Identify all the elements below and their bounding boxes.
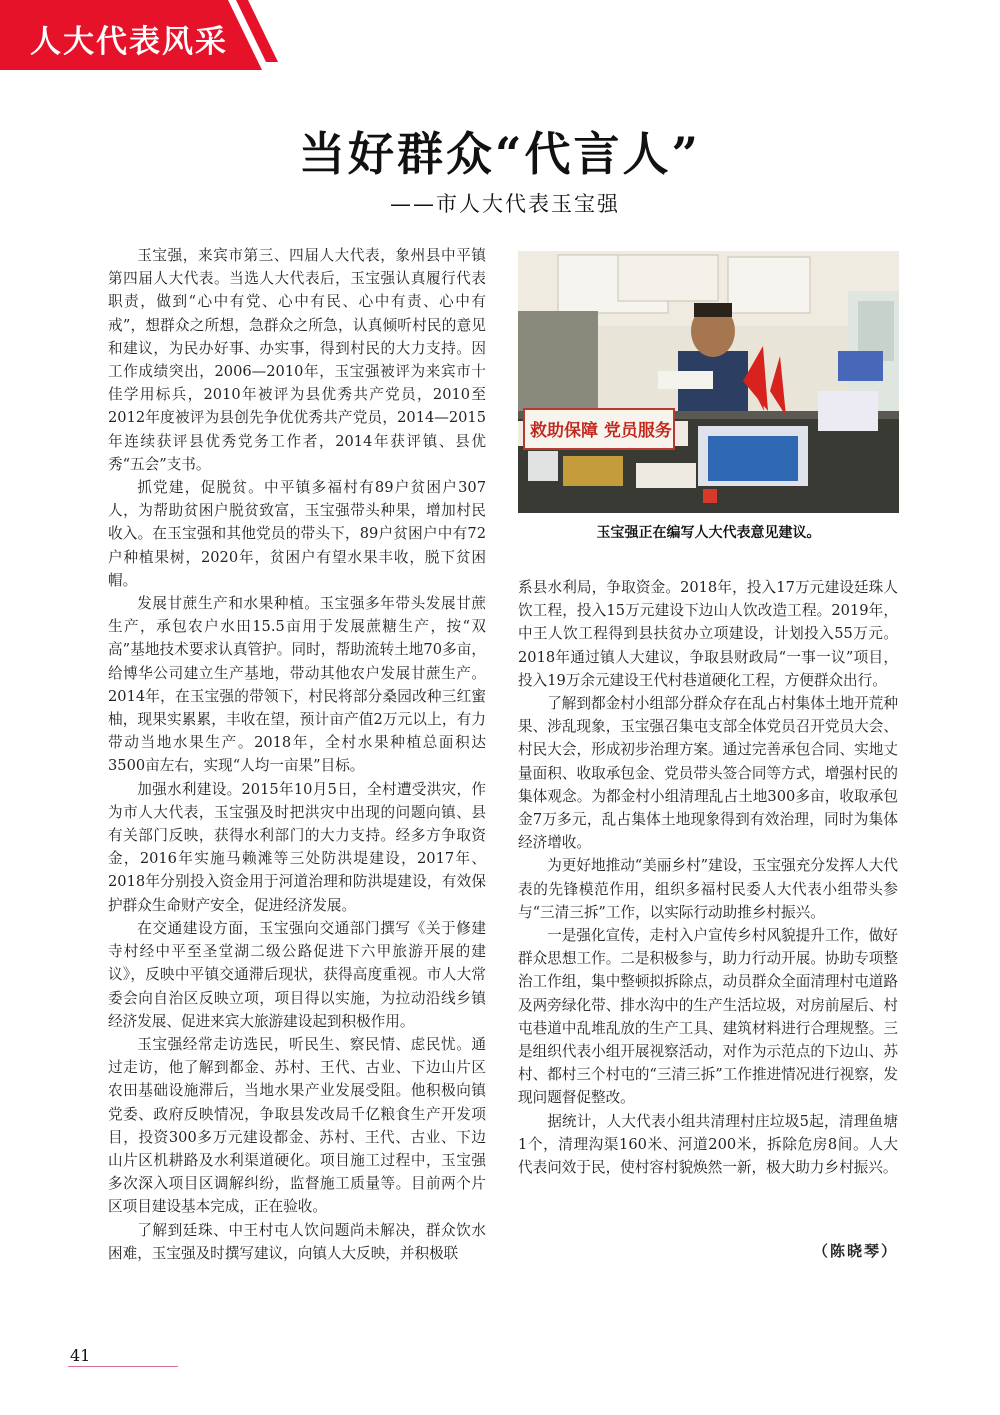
paragraph: 在交通建设方面，玉宝强向交通部门撰写《关于修建寺村经中平至圣堂湖二级公路促进下六甲旅游开展的建议》，反映中平镇交通滞后现状，获得高度重视。市人大常委会向自治区反映立项，项目得以实施，为拉动沿线乡镇经济发展、促进来宾大旅游建设起到积极作用。: [108, 919, 486, 1030]
right-column: [518, 576, 898, 1179]
article-subtitle: ——市人大代表玉宝强: [390, 192, 620, 216]
author-signature: （陈晓琴）: [812, 1242, 898, 1260]
photo-banner-text: 救助保障 党员服务: [530, 421, 672, 441]
paragraph: 抓党建，促脱贫。中平镇多福村有89户贫困户307人，为帮助贫困户脱贫致富，玉宝强带头种果，增加村民收入。在玉宝强和其他党员的带头下，89户贫困户中有72户种植果树，2020年，贫困户有望水果丰收，脱下贫困帽。: [108, 479, 486, 589]
section-banner: [0, 0, 278, 70]
paragraph: 加强水利建设。2015年10月5日，全村遭受洪灾，作为市人大代表，玉宝强及时把洪灾中出现的问题向镇、县有关部门反映，获得水利部门的大力支持。经多方争取资金，2016年实施马赖滩等三处防洪堤建设，2017年、2018年分别投入资金用于河道治理和防洪堤建设，有效保护群众生命财产安全，促进经济发展。: [108, 780, 486, 914]
page-number: 41: [70, 1346, 91, 1365]
paragraph: 据统计，人大代表小组共清理村庄垃圾5起，清理鱼塘1个，清理沟渠160米、河道200米，拆除危房8间。人大代表问效于民，使村容村貌焕然一新，极大助力乡村振兴。: [518, 1112, 898, 1177]
paragraph: 了解到都金村小组部分群众存在乱占村集体土地开荒种果、涉乱现象，玉宝强召集屯支部全体党员召开党员大会、村民大会，形成初步治理方案。通过完善承包合同、实地丈量面积、收取承包金、党员带头签合同等方式，增强村民的集体观念。为都金村小组清理乱占土地300多亩，收取承包金7万多元，乱占集体土地现象得到有效治理，同时为集体经济增收。: [518, 695, 898, 852]
paragraph: 玉宝强，来宾市第三、四届人大代表，象州县中平镇第四届人大代表。当选人大代表后，玉宝强认真履行代表职责，做到“心中有党、心中有民、心中有责、心中有戒”，想群众之所想，急群众之所急，认真倾听村民的意见和建议，为民办好事、办实事，得到村民的大力支持。因工作成绩突出，2006—2010年，玉宝强被评为来宾市十佳学用标兵，2010年被评为县优秀共产党员，2010至2012年度被评为县创先争优优秀共产党员，2014—2015年连续获评县优秀党务工作者，2014年获评镇、县优秀“五会”支书。: [108, 247, 486, 473]
office-scene-illustration: [518, 251, 899, 513]
paragraph: 玉宝强经常走访选民，听民生、察民情、虑民忧。通过走访，他了解到都金、苏村、王代、古业、下边山片区农田基础设施滞后，当地水果产业发展受阻。他积极向镇党委、政府反映情况，争取县发改局千亿粮食生产开发项目，投资300多万元建设都金、苏村、王代、古业、下边山片区机耕路及水利渠道硬化。项目施工过程中，玉宝强多次深入项目区调解纠纷，监督施工质量等。目前两个片区项目建设基本完成，正在验收。: [108, 1035, 486, 1216]
left-column: [108, 244, 486, 1265]
photo-caption: 玉宝强正在编写人大代表意见建议。: [596, 525, 821, 541]
paragraph: 发展甘蔗生产和水果种植。玉宝强多年带头发展甘蔗生产，承包农户水田15.5亩用于发展蔗糖生产，按“双高”基地技术要求认真管护。同时，帮助流转土地70多亩，给博华公司建立生产基地，带动其他农户发展甘蔗生产。2014年，在玉宝强的带领下，村民将部分桑园改种三红蜜柚，现果实累累，丰收在望，预计亩产值2万元以上，有力带动当地水果生产。2018年，全村水果种植总面积达3500亩左右，实现“人均一亩果”目标。: [108, 595, 486, 775]
article-photo: [518, 251, 899, 513]
section-banner-text: 人大代表风采: [30, 24, 228, 60]
page-number-underline: [68, 1366, 178, 1367]
paragraph: 系县水利局，争取资金。2018年，投入17万元建设廷珠人饮工程，投入15万元建设下边山人饮改造工程。2019年，中王人饮工程得到县扶贫办立项建设，计划投入55万元。2018年通过镇人大建议，争取县财政局“一事一议”项目，投入19万余元建设王代村巷道硬化工程，方便群众出行。: [518, 579, 898, 689]
paragraph: 一是强化宣传，走村入户宣传乡村风貌提升工作，做好群众思想工作。二是积极参与，助力行动开展。协助专项整治工作组，集中整顿拟拆除点，动员群众全面清理村屯道路及两旁绿化带、排水沟中的生产生活垃圾，对房前屋后、村屯巷道中乱堆乱放的生产工具、建筑材料进行合理规整。三是组织代表小组开展视察活动，对作为示范点的下边山、苏村、都村三个村屯的“三清三拆”工作推进情况进行视察，发现问题督促整改。: [518, 927, 898, 1107]
paragraph: 了解到廷珠、中王村屯人饮问题尚未解决，群众饮水困难，玉宝强及时撰写建议，向镇人大反映，并积极联: [108, 1221, 486, 1262]
article-title: 当好群众“代言人”: [299, 127, 701, 181]
paragraph: 为更好地推动“美丽乡村”建设，玉宝强充分发挥人大代表的先锋模范作用，组织多福村民委人大代表小组带头参与“三清三拆”工作，以实际行动助推乡村振兴。: [518, 857, 898, 921]
